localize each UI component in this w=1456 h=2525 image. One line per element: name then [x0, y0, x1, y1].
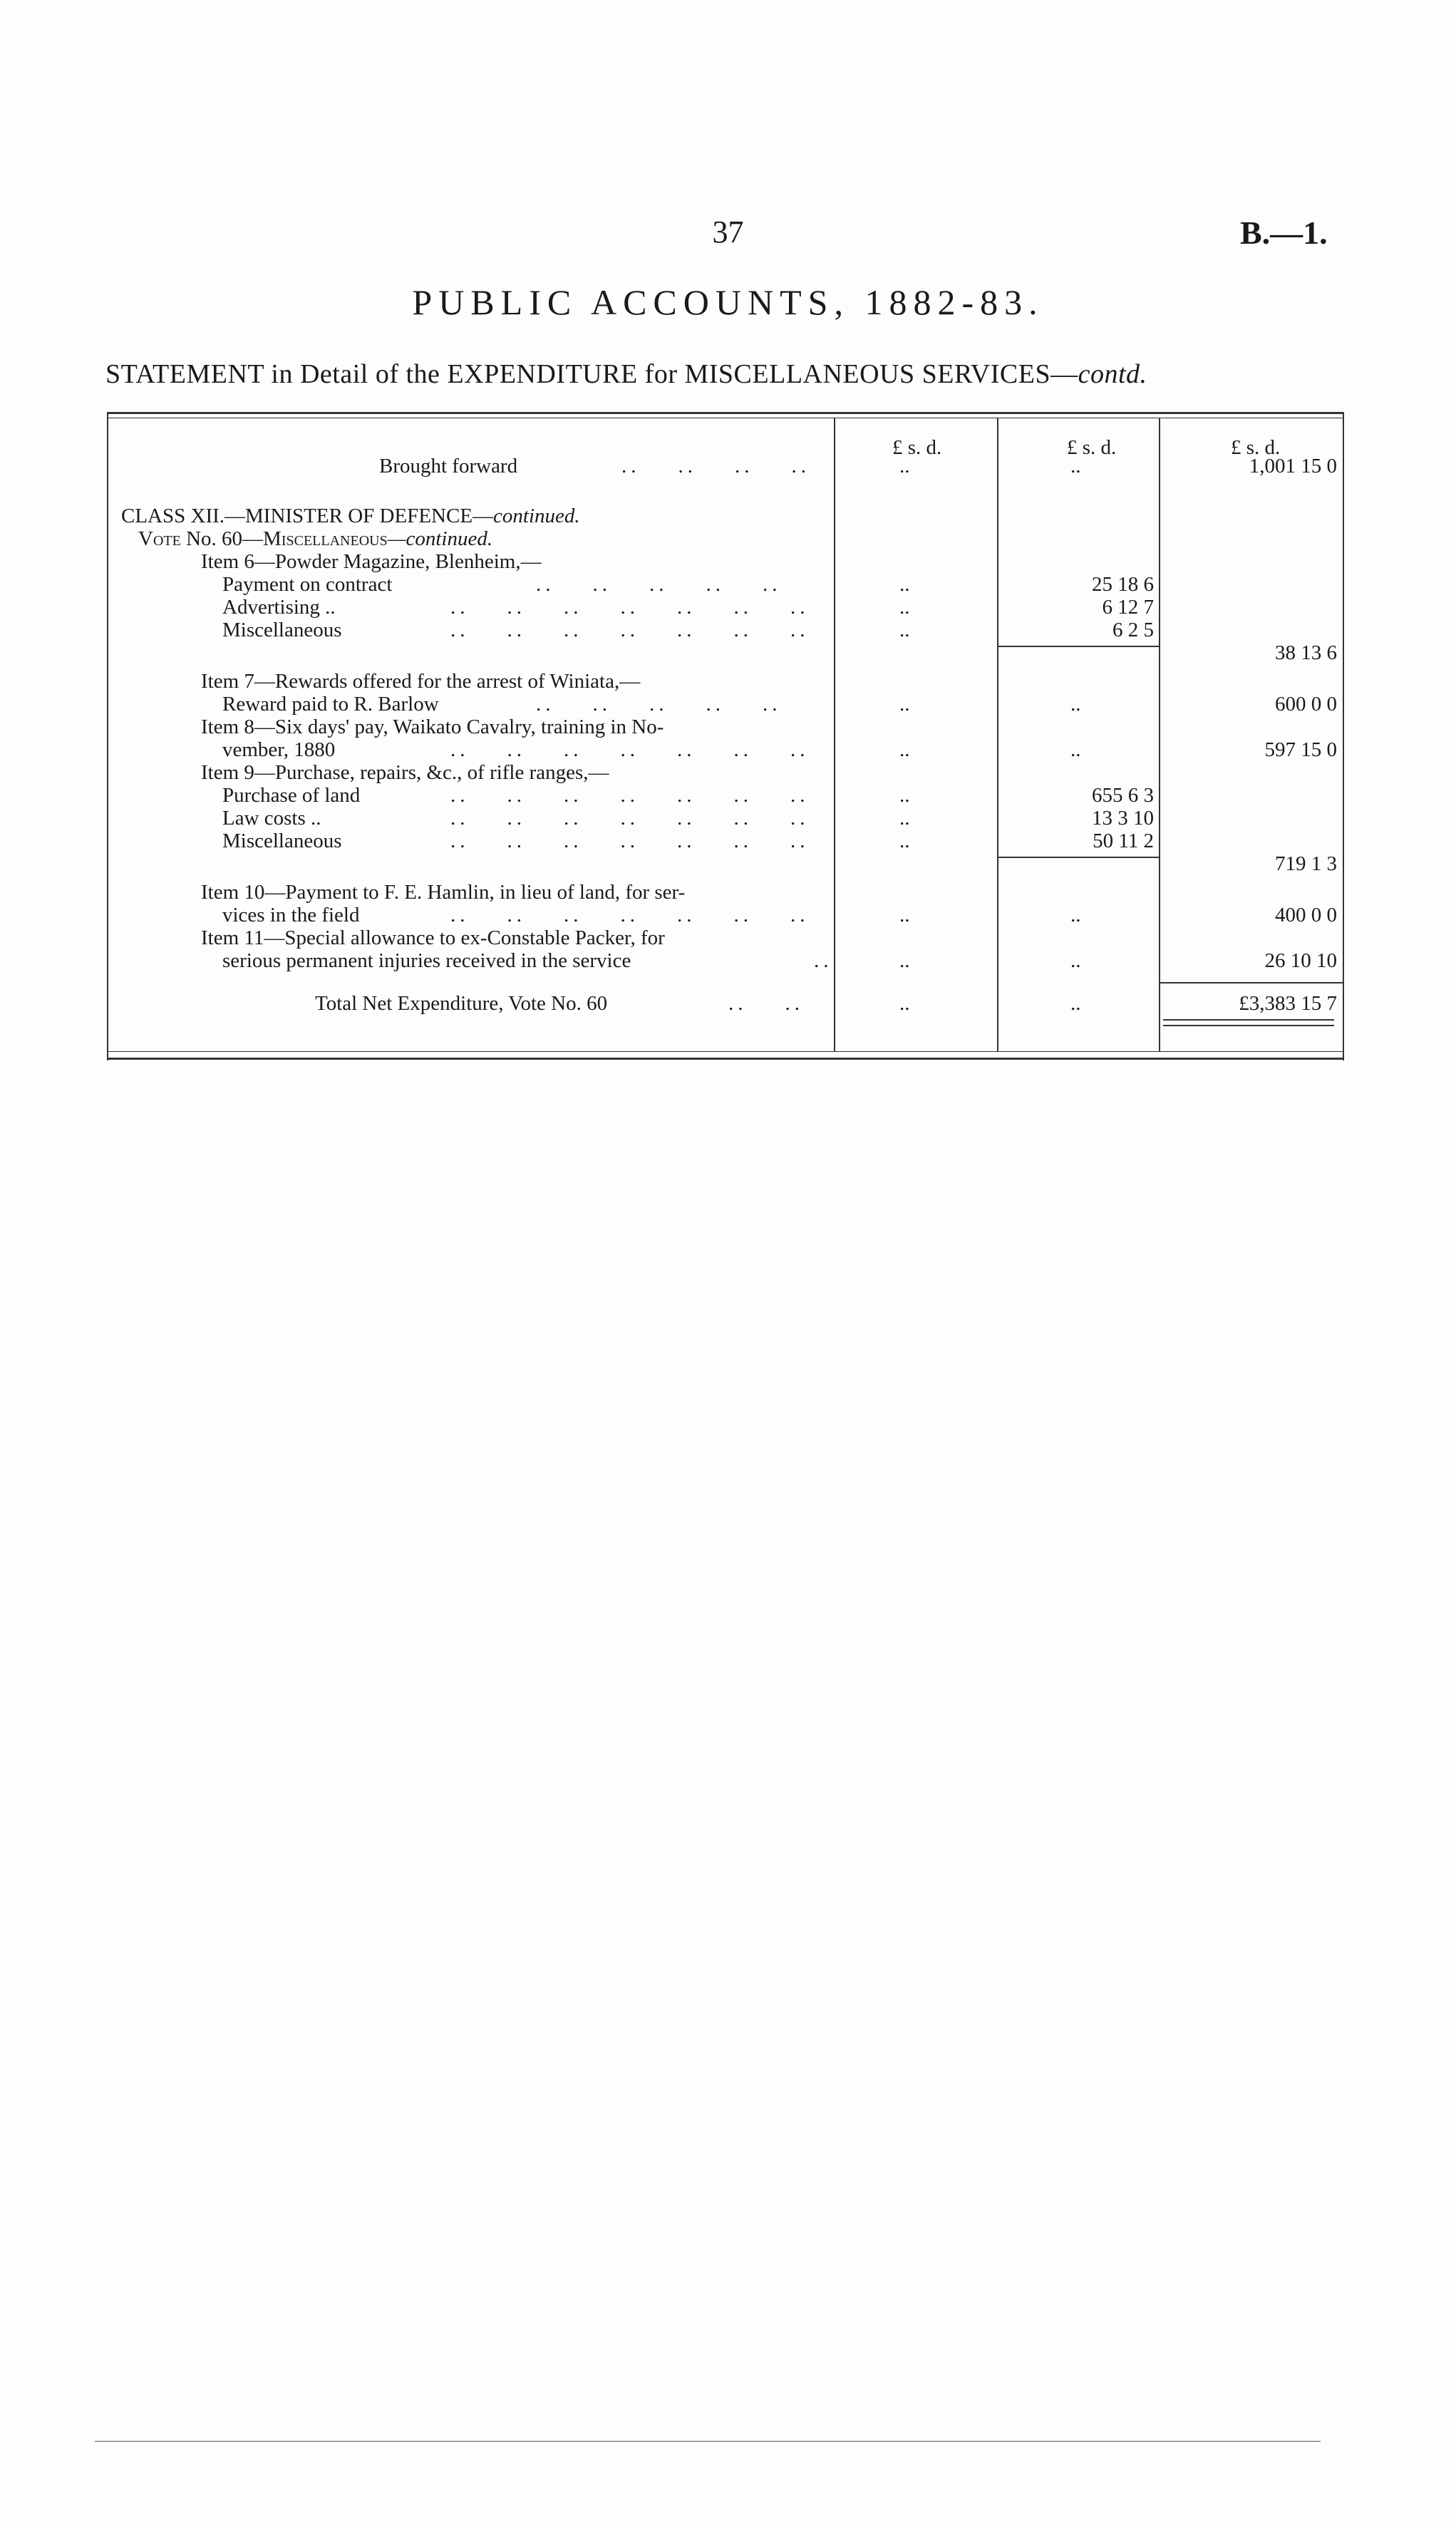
item9-total: 719 1 3 — [1275, 852, 1337, 875]
item10-c3: 400 0 0 — [1275, 904, 1337, 926]
total-label: Total Net Expenditure, Vote No. 60 — [315, 992, 608, 1015]
page-title: PUBLIC ACCOUNTS, 1882-83. — [412, 282, 1044, 322]
item10-c2: .. — [1070, 904, 1081, 926]
item6-row-label: Advertising .. — [222, 596, 336, 619]
page-number: 37 — [712, 215, 744, 249]
item9-row-c1: .. — [899, 830, 910, 852]
total-c2: .. — [1070, 992, 1081, 1015]
vote-contd: —continued. — [387, 527, 493, 550]
item9-heading: Item 9—Purchase, repairs, &c., of rifle ranges,— — [201, 761, 609, 784]
vote-main: No. 60— — [180, 527, 264, 550]
col-header-3: £ s. d. — [1231, 436, 1281, 459]
item11-c1: .. — [899, 949, 910, 972]
vote-miscellaneous: Miscellaneous — [263, 527, 388, 550]
item6-row-c2: 25 18 6 — [1092, 573, 1154, 596]
expenditure-table: £ s. d. £ s. d. £ s. d. Brought forward .. .. .. .. .. .. 1,001 15 0 CLASS XII.—MINISTER OF DEFENCE—continued. Vote No. 60—Miscellaneous—continued. Item 6—Powder Magazine, Blenheim,— Payment on contract .. .. .. .. .. .. 25 18 6 Advertising .. .. .. .. .. .. .. .. .. 6 12 7 Miscellaneous .. .. .. .. .. .. .. .. 6 2 5 38 13 6 Item 7—Rewards offered for the arrest of Winiata,— Reward paid to R. Barlow .. .. .. .. .. .. .. 600 0 0 Item 8—Six days' pay, Waikato Cavalry, training in No- vember, 1880 .. .. .. .. .. .. .. .. .. 597 15 0 Item 9—Purchase, repairs, &c., of rifle ranges,— Purchase of land .. .. .. .. .. .. .. .. 655 6 3 Law costs .. .. .. .. .. .. .. .. .. 13 3 10 Miscellaneous .. .. .. .. .. .. .. .. 50 11 2 719 1 3 Item 10—Payment to F. E. Hamlin, in lieu of land, for ser- vices in the field .. .. .. .. .. .. .. .. .. 400 0 0 Item 11—Special allowance to ex-Constable Packer, for serious permanent injuries received in the service .. .. .. 26 10 10 Total Net Expenditure, Vote No. 60 .. .. .. .. £3,383 15 7 — [107, 412, 1344, 1060]
brought-forward-c2: .. — [1070, 455, 1081, 477]
item7-line2: Reward paid to R. Barlow — [222, 693, 439, 716]
col-header-2: £ s. d. — [1067, 436, 1117, 459]
item10-c1: .. — [899, 904, 910, 926]
item11-c3: 26 10 10 — [1264, 949, 1337, 972]
statement-subtitle — [105, 358, 1353, 390]
class-heading-contd: continued. — [493, 505, 580, 527]
document-reference: B.—1. — [1240, 215, 1328, 251]
brought-forward-c1: .. — [899, 455, 910, 477]
item6-row-c2: 6 2 5 — [1112, 619, 1154, 641]
subtitle-contd: contd. — [1078, 359, 1147, 389]
item7-c3: 600 0 0 — [1275, 693, 1337, 716]
item7-line1: Item 7—Rewards offered for the arrest of Winiata,— — [201, 670, 641, 693]
col-header-1: £ s. d. — [892, 436, 942, 459]
item8-line2: vember, 1880 — [222, 738, 336, 761]
item6-row-label: Miscellaneous — [222, 619, 342, 641]
item6-row-c1: .. — [899, 573, 910, 596]
item11-line2: serious permanent injuries received in the service — [222, 949, 631, 972]
total-c1: .. — [899, 992, 910, 1015]
brought-forward-c3: 1,001 15 0 — [1249, 455, 1337, 477]
item8-c1: .. — [899, 738, 910, 761]
vote-prefix: Vote — [138, 527, 181, 550]
item8-line1: Item 8—Six days' pay, Waikato Cavalry, training in No- — [201, 716, 664, 738]
item6-row-c1: .. — [899, 596, 910, 619]
item9-row-label: Miscellaneous — [222, 830, 342, 852]
item11-c2: .. — [1070, 949, 1081, 972]
item10-line2: vices in the field — [222, 904, 360, 926]
item10-line1: Item 10—Payment to F. E. Hamlin, in lieu of land, for ser- — [201, 881, 686, 904]
item11-line1: Item 11—Special allowance to ex-Constable Packer, for — [201, 926, 665, 949]
item6-row-c1: .. — [899, 619, 910, 641]
item6-row-c2: 6 12 7 — [1102, 596, 1154, 619]
subtitle-main: STATEMENT in Detail of the EXPENDITURE for MISCELLANEOUS SERVICES— — [105, 359, 1078, 389]
item9-row-c1: .. — [899, 784, 910, 807]
item9-row-c1: .. — [899, 807, 910, 830]
item6-heading: Item 6—Powder Magazine, Blenheim,— — [201, 550, 542, 573]
item8-c2: .. — [1070, 738, 1081, 761]
item8-c3: 597 15 0 — [1264, 738, 1337, 761]
vote-heading — [138, 527, 492, 550]
item9-row-c2: 655 6 3 — [1092, 784, 1154, 807]
item9-row-c2: 13 3 10 — [1092, 807, 1154, 830]
total-c3: £3,383 15 7 — [1239, 992, 1337, 1015]
item7-c1: .. — [899, 693, 910, 716]
class-heading-main: CLASS XII.—MINISTER OF DEFENCE— — [121, 505, 494, 527]
brought-forward-label: Brought forward — [379, 455, 518, 477]
class-heading — [121, 505, 580, 527]
item6-total: 38 13 6 — [1275, 641, 1337, 664]
item9-row-label: Law costs .. — [222, 807, 321, 830]
item6-row-label: Payment on contract — [222, 573, 393, 596]
item9-row-label: Purchase of land — [222, 784, 361, 807]
item7-c2: .. — [1070, 693, 1081, 716]
item9-row-c2: 50 11 2 — [1093, 830, 1154, 852]
